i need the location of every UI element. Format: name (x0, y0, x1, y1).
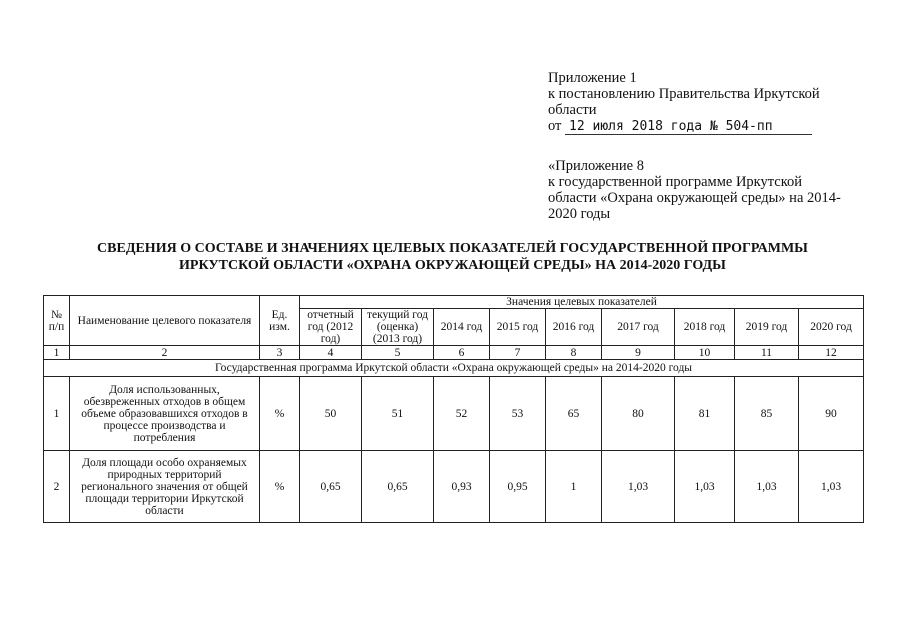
header-year-2020: 2020 год (799, 309, 864, 346)
header-year-2019: 2019 год (735, 309, 799, 346)
header-year-2016: 2016 год (546, 309, 602, 346)
value-cell: 0,95 (490, 451, 546, 523)
header-year-2018: 2018 год (675, 309, 735, 346)
header-year-2015: 2015 год (490, 309, 546, 346)
annex-8-block (548, 158, 848, 222)
header-year-2012: отчетный год (2012 год) (300, 309, 362, 346)
annex-1-date-prefix: от (548, 118, 562, 134)
unit-cell: % (260, 451, 300, 523)
document-title-line-1: СВЕДЕНИЯ О СОСТАВЕ И ЗНАЧЕНИЯХ ЦЕЛЕВЫХ ПОКАЗАТЕЛЕЙ ГОСУДАРСТВЕННОЙ ПРОГРАММЫ (97, 241, 808, 256)
value-cell: 1,03 (799, 451, 864, 523)
annex-8-program: к государственной программе Иркутской области «Охрана окружающей среды» на 2014-2020 годы (548, 174, 841, 222)
indicators-table (43, 295, 864, 523)
table-row (44, 451, 864, 523)
header-year-2014: 2014 год (434, 309, 490, 346)
column-number-cell: 7 (490, 346, 546, 360)
column-number-cell: 4 (300, 346, 362, 360)
column-number-cell: 2 (70, 346, 260, 360)
document-title-line-2: ИРКУТСКОЙ ОБЛАСТИ «ОХРАНА ОКРУЖАЮЩЕЙ СРЕДЫ» НА 2014-2020 ГОДЫ (179, 258, 726, 273)
value-cell: 65 (546, 377, 602, 451)
column-number-cell: 8 (546, 346, 602, 360)
value-cell: 1,03 (602, 451, 675, 523)
value-cell: 51 (362, 377, 434, 451)
value-cell: 0,93 (434, 451, 490, 523)
column-number-cell: 1 (44, 346, 70, 360)
annex-1-resolution: к постановлению Правительства Иркутской области (548, 86, 820, 118)
value-cell: 0,65 (362, 451, 434, 523)
annex-1-date-value: 12 июля 2018 года № 504-пп (565, 120, 812, 135)
indicator-name: Доля использованных, обезвреженных отходов в общем объеме образовавшихся отходов в процессе производства и потребления (70, 377, 260, 451)
header-year-2017: 2017 год (602, 309, 675, 346)
annex-1-heading: Приложение 1 (548, 70, 637, 86)
value-cell: 1,03 (675, 451, 735, 523)
row-number: 1 (44, 377, 70, 451)
column-number-cell: 12 (799, 346, 864, 360)
value-cell: 0,65 (300, 451, 362, 523)
table-row (44, 377, 864, 451)
value-cell: 81 (675, 377, 735, 451)
column-number-cell: 5 (362, 346, 434, 360)
column-number-cell: 9 (602, 346, 675, 360)
value-cell: 53 (490, 377, 546, 451)
annex-1-date-line (548, 118, 848, 135)
annex-8-heading: «Приложение 8 (548, 158, 644, 174)
value-cell: 1,03 (735, 451, 799, 523)
column-number-cell: 11 (735, 346, 799, 360)
value-cell: 50 (300, 377, 362, 451)
value-cell: 1 (546, 451, 602, 523)
program-group-title: Государственная программа Иркутской области «Охрана окружающей среды» на 2014-2020 годы (44, 360, 864, 377)
header-unit: Ед. изм. (260, 296, 300, 346)
value-cell: 85 (735, 377, 799, 451)
header-year-2013: текущий год (оценка) (2013 год) (362, 309, 434, 346)
column-number-cell: 6 (434, 346, 490, 360)
unit-cell: % (260, 377, 300, 451)
indicator-name: Доля площади особо охраняемых природных территорий регионального значения от общей площади территории Иркутской области (70, 451, 260, 523)
column-number-cell: 3 (260, 346, 300, 360)
header-indicator-name: Наименование целевого показателя (70, 296, 260, 346)
header-number: № п/п (44, 296, 70, 346)
column-number-cell: 10 (675, 346, 735, 360)
value-cell: 52 (434, 377, 490, 451)
value-cell: 90 (799, 377, 864, 451)
row-number: 2 (44, 451, 70, 523)
annex-1-block (548, 70, 848, 135)
document-title (30, 240, 875, 274)
header-values: Значения целевых показателей (300, 296, 864, 309)
value-cell: 80 (602, 377, 675, 451)
